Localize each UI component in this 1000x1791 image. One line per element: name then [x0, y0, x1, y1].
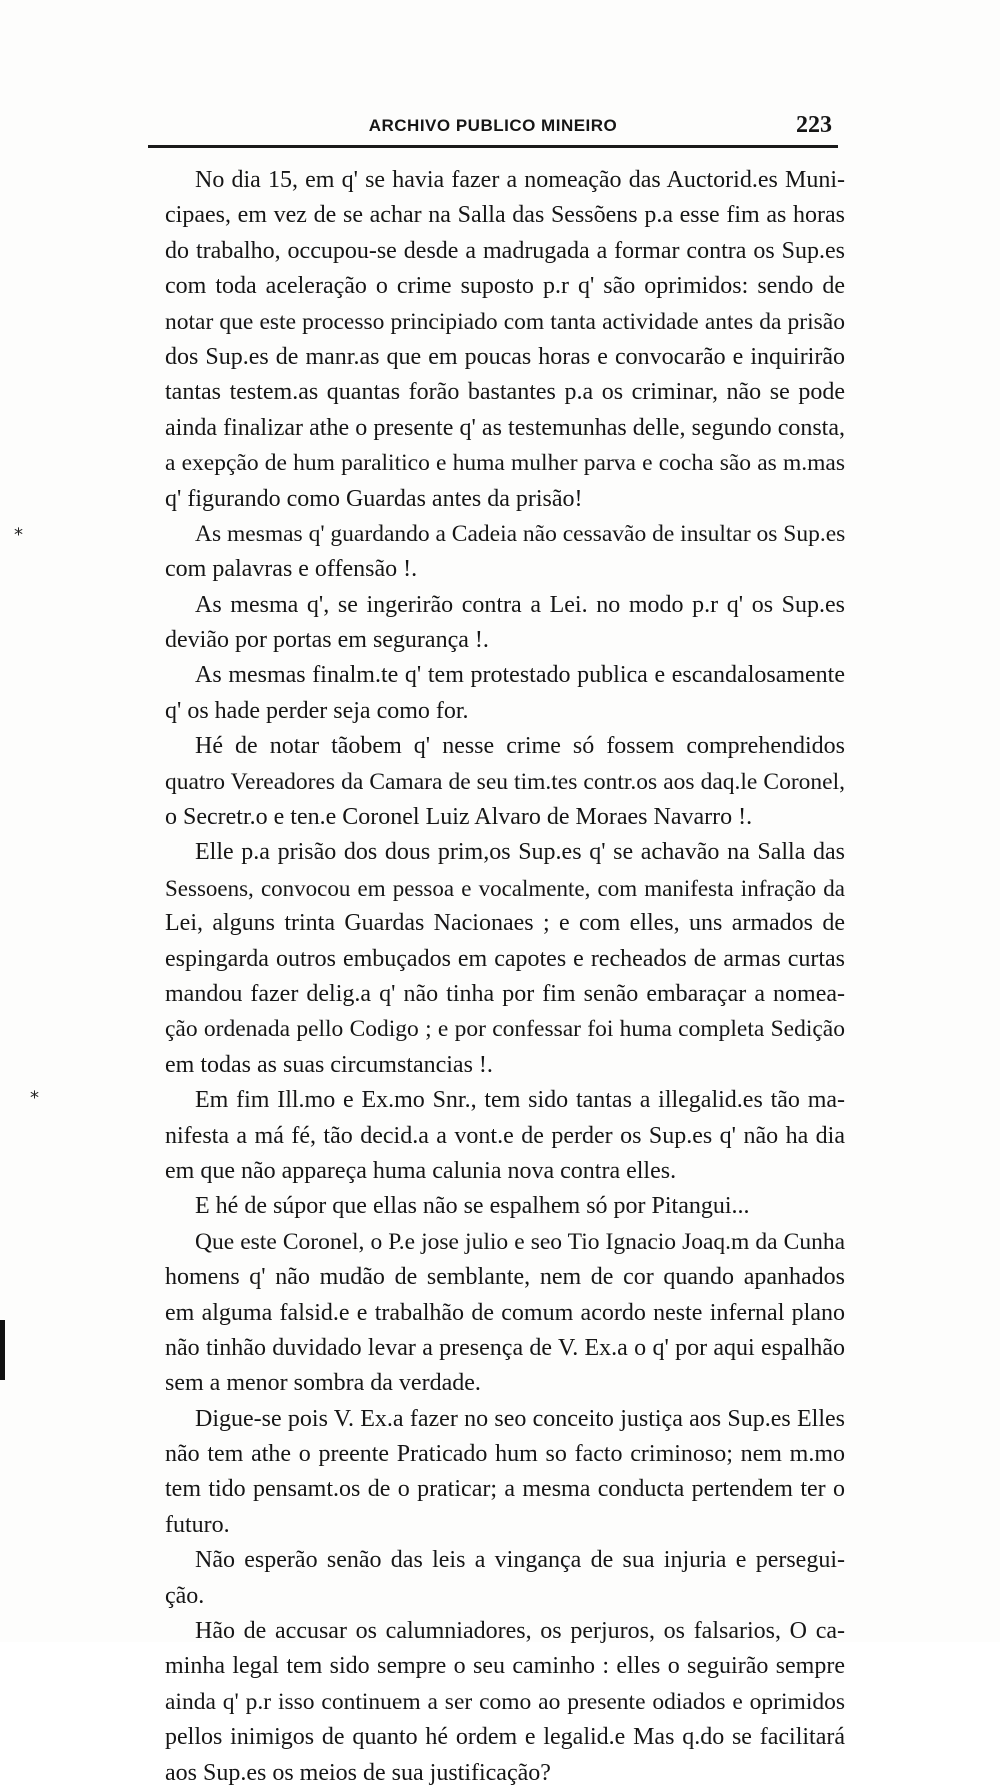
margin-mark-icon: ⁎ — [14, 519, 23, 540]
text-line: q' os hade perder seja como for. — [165, 697, 469, 724]
text-line: tantas testem.as quantas forão bastantes p.a os criminar, não se pode — [165, 379, 845, 406]
text-line: As mesmas q' guardando a Cadeia não cessavão de insultar os Sup.es — [195, 520, 845, 547]
text-line: Em fim Ill.mo e Ex.mo Snr., tem sido tantas a illegalid.es tão ma- — [195, 1087, 845, 1114]
text-line: em todas as suas circumstancias !. — [165, 1051, 493, 1078]
running-title: ARCHIVO PUBLICO MINEIRO — [368, 116, 618, 135]
text-line: notar que este processo principiado com tanta actividade antes da prisão — [165, 308, 845, 335]
text-line: Não esperão senão das leis a vingança de sua injuria e persegui- — [195, 1547, 845, 1574]
text-line: não tinhão duvidado levar a presença de V. Ex.a o q' por aqui espalhão — [165, 1334, 845, 1361]
text-line: ção. — [165, 1582, 205, 1609]
page-edge-shadow — [0, 1320, 5, 1380]
text-line: Sessoens, convocou em pessoa e vocalmente, com manifesta infração da — [165, 875, 845, 901]
margin-mark-icon: ⁎ — [30, 1082, 39, 1103]
text-line: em que não appareça huma calunia nova contra elles. — [165, 1157, 677, 1184]
text-line: cipaes, em vez de se achar na Salla das Sessõens p.a esse fim as horas — [165, 202, 845, 229]
text-line: aos Sup.es os meios de sua justificação? — [165, 1759, 551, 1786]
text-line: ainda finalizar athe o presente q' as testemunhas delle, segundo consta, — [165, 414, 845, 441]
text-line: com toda aceleração o crime suposto p.r q' são oprimidos: sendo de — [165, 273, 845, 300]
text-line: Hé de notar tãobem q' nesse crime só fossem comprehendidos — [195, 733, 845, 760]
text-line: com palavras e offensão !. — [165, 556, 418, 583]
text-line: minha legal tem sido sempre o seu caminho : elles o seguirão sempre — [165, 1653, 845, 1680]
text-line: futuro. — [165, 1511, 230, 1538]
text-line: o Secretr.o e ten.e Coronel Luiz Alvaro de Moraes Navarro !. — [165, 804, 753, 831]
text-line: nifesta a má fé, tão decid.a a vont.e de perder os Sup.es q' não ha dia — [165, 1122, 845, 1149]
text-line: As mesmas finalm.te q' tem protestado publica e escandalosamente — [195, 662, 845, 689]
text-line: E hé de súpor que ellas não se espalhem só por Pitangui... — [195, 1193, 750, 1220]
text-line: No dia 15, em q' se havia fazer a nomeação das Auctorid.es Muni- — [195, 167, 845, 193]
page-number: 223 — [796, 112, 832, 138]
text-line: tem tido pensamt.os de o praticar; a mesma conducta pertendem ter o — [165, 1476, 845, 1503]
text-line: Lei, alguns trinta Guardas Nacionaes ; e com elles, uns armados de — [165, 910, 845, 937]
text-line: em alguma falsid.e e trabalhão de comum acordo neste infernal plano — [165, 1299, 845, 1326]
text-line: Hão de accusar os calumniadores, os perjuros, os falsarios, O ca- — [195, 1618, 845, 1645]
text-line: As mesma q', se ingerirão contra a Lei. no modo p.r q' os Sup.es — [195, 591, 845, 618]
text-line: a exepção de hum paralitico e huma mulher parva e cocha são as m.mas — [165, 450, 845, 477]
text-line: quatro Vereadores da Camara de seu tim.tes contr.os aos daq.le Coronel, — [165, 768, 845, 795]
text-line: do trabalho, occupou-se desde a madrugada a formar contra os Sup.es — [165, 237, 845, 264]
text-line: q' figurando como Guardas antes da prisão! — [165, 485, 583, 512]
text-line: espingarda outros embuçados em capotes e recheados de armas curtas — [165, 945, 845, 972]
text-line: Que este Coronel, o P.e jose julio e seo Tio Ignacio Joaq.m da Cunha — [195, 1228, 845, 1255]
header-rule — [148, 145, 838, 148]
text-line: mandou fazer delig.a q' não tinha por fim senão embaraçar a nomea- — [165, 980, 845, 1007]
text-line: pellos inimigos de quanto hé ordem e legalid.e Mas q.do se facilitará — [165, 1724, 845, 1751]
text-line: ainda q' p.r isso continuem a ser como ao presente odiados e oprimidos — [165, 1688, 845, 1715]
text-line: Elle p.a prisão dos dous prim,os Sup.es q' se achavão na Salla das — [195, 839, 845, 866]
text-line: não tem athe o preente Praticado hum so facto criminoso; nem m.mo — [165, 1441, 845, 1468]
text-line: sem a menor sombra da verdade. — [165, 1370, 481, 1397]
text-line: Digue-se pois V. Ex.a fazer no seo conceito justiça aos Sup.es Elles — [195, 1405, 845, 1432]
text-line: homens q' não mudão de semblante, nem de cor quando apanhados — [165, 1264, 845, 1291]
text-line: dos Sup.es de manr.as que em poucas horas e convocarão e inquirirão — [165, 343, 845, 370]
text-line: ção ordenada pello Codigo ; e por confessar foi huma completa Sedição — [165, 1016, 845, 1043]
body-text — [165, 163, 845, 1791]
page-header — [148, 112, 838, 142]
text-line: devião por portas em segurança !. — [165, 627, 489, 654]
